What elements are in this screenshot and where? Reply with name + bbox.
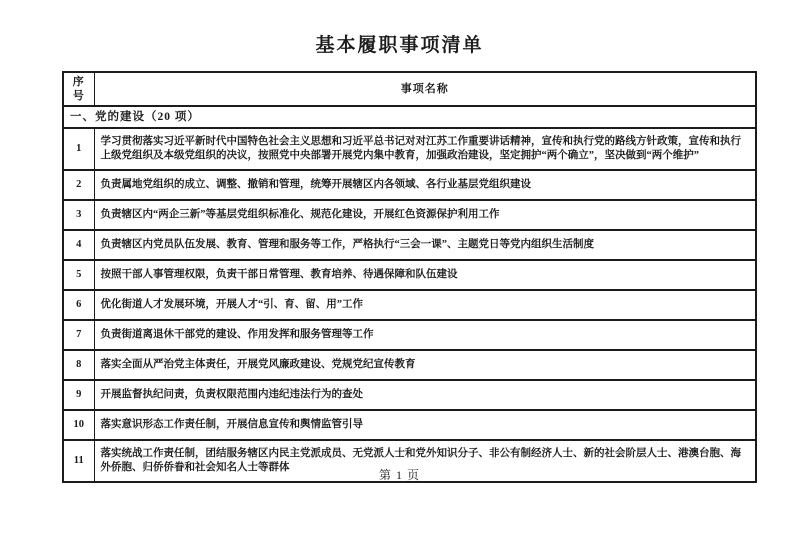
table-row	[63, 128, 756, 170]
row-item-cell: 负责辖区内“两企三新”等基层党组织标准化、规范化建设，开展红色资源保护利用工作	[94, 200, 756, 230]
section-header-row	[63, 106, 756, 128]
table-row	[63, 410, 756, 440]
row-item-cell: 开展监督执纪问责，负责权限范围内违纪违法行为的查处	[94, 380, 756, 410]
row-number-cell: 11	[63, 440, 94, 482]
table-row	[63, 380, 756, 410]
table-header-row	[63, 72, 756, 106]
row-number-cell: 2	[63, 170, 94, 200]
row-number-cell: 6	[63, 290, 94, 320]
row-item-cell: 学习贯彻落实习近平新时代中国特色社会主义思想和习近平总书记对对江苏工作重要讲话精神，宣传和执行党的路线方针政策，宣传和执行上级党组织及本级党组织的决议，按照党中央部署开展党内集中教育，加强政治建设，坚定拥护“两个确立”，坚决做到“两个维护”	[94, 128, 756, 170]
table-row	[63, 260, 756, 290]
row-item-cell: 负责属地党组织的成立、调整、撤销和管理，统筹开展辖区内各领域、各行业基层党组织建设	[94, 170, 756, 200]
row-number-cell: 7	[63, 320, 94, 350]
row-item-cell: 负责街道离退休干部党的建设、作用发挥和服务管理等工作	[94, 320, 756, 350]
table-row	[63, 230, 756, 260]
row-item-cell: 负责辖区内党员队伍发展、教育、管理和服务等工作，严格执行“三会一课”、主题党日等党内组织生活制度	[94, 230, 756, 260]
row-number-cell: 4	[63, 230, 94, 260]
row-item-cell: 落实全面从严治党主体责任，开展党风廉政建设、党规党纪宣传教育	[94, 350, 756, 380]
table-row	[63, 200, 756, 230]
row-number-cell: 10	[63, 410, 94, 440]
table-row	[63, 350, 756, 380]
row-number-cell: 8	[63, 350, 94, 380]
document-title: 基本履职事项清单	[315, 35, 484, 56]
row-number-cell: 5	[63, 260, 94, 290]
row-item-cell: 按照干部人事管理权限，负责干部日常管理、教育培养、待遇保障和队伍建设	[94, 260, 756, 290]
row-number-cell: 1	[63, 128, 94, 170]
duties-table	[62, 71, 757, 483]
row-item-cell: 优化街道人才发展环境，开展人才“引、育、留、用”工作	[94, 290, 756, 320]
header-cell-name: 事项名称	[94, 72, 756, 106]
table-row	[63, 320, 756, 350]
row-item-cell: 落实统战工作责任制，团结服务辖区内民主党派成员、无党派人士和党外知识分子、非公有制经济人士、新的社会阶层人士、港澳台胞、海外侨胞、归侨侨眷和社会知名人士等群体	[94, 440, 756, 482]
section-header-label: 一、党的建设（20 项）	[63, 106, 756, 128]
row-number-cell: 9	[63, 380, 94, 410]
row-item-cell: 落实意识形态工作责任制，开展信息宣传和舆情监管引导	[94, 410, 756, 440]
page-number: 第 1 页	[378, 468, 420, 482]
table-row	[63, 290, 756, 320]
table-row	[63, 170, 756, 200]
header-cell-no: 序号	[63, 72, 94, 106]
row-number-cell: 3	[63, 200, 94, 230]
